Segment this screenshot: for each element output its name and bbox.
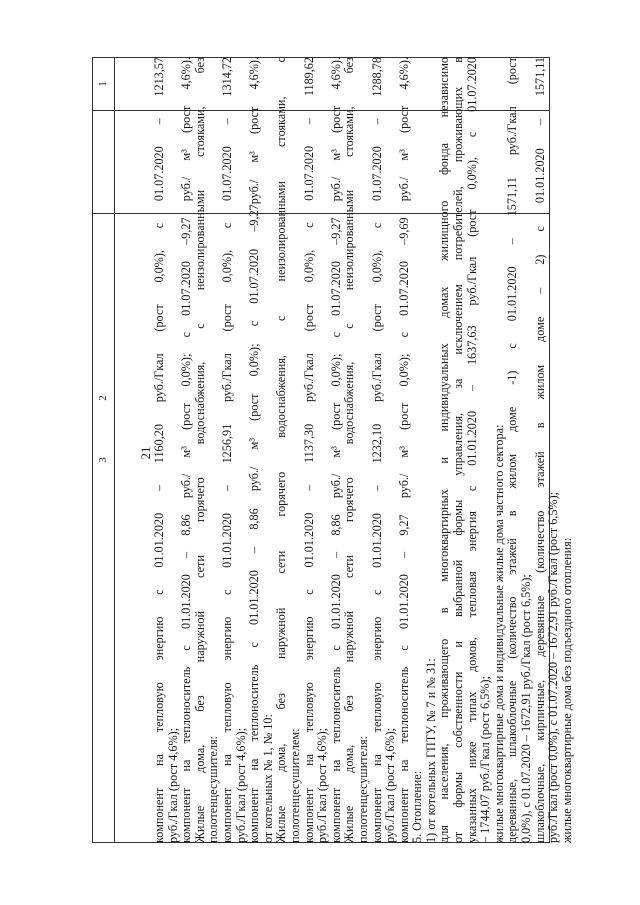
table-border-left xyxy=(92,57,93,843)
text-line: компонент на тепловую энергию с 01.01.2020 – 1160,20 руб./Гкал (рост 0,0%), с 01.07.2020 – 1213,57 xyxy=(152,57,166,843)
text-line: указанных ниже типах домов, тепловая энергия с 01.01.2020 – 1637,63 руб./Гкал (рост 0,0%), с 01.07.2020 xyxy=(464,57,479,843)
text-line: для населения, проживающего в многоквартирных и индивидуальных домах жилищного фонда независимо xyxy=(437,57,452,843)
text-line: руб./Гкал (рост 4,6%); xyxy=(165,727,180,843)
text-line: деревянные, шлакоблочные (количество этажей в жилом доме -1) с 01.01.2020 – 1571,11 руб./Гкал (рост xyxy=(505,57,520,843)
text-line: 5. Отопление: xyxy=(410,770,425,843)
text-line: руб./Гкал (рост 4,6%); xyxy=(233,727,248,843)
text-line: от котельных № 1, № 10: xyxy=(260,714,275,843)
text-line: Жилые дома, без наружной сети горячего водоснабжения, с неизолированными стояками, без xyxy=(342,57,357,843)
text-line: компонент на теплоноситель с 01.01.2020 – 8,86 руб./ м³ (рост 0,0%); с 01.07.2020 –9,27руб./ м³ (рост 4,6%). xyxy=(247,57,262,843)
text-line: полотенцесушителя: xyxy=(355,735,370,843)
text-line: компонент на тепловую энергию с 01.01.2020 – 1256,91 руб./Гкал (рост 0,0%), с 01.07.2020 – 1314,72 xyxy=(219,57,234,843)
column-header-2: 2 xyxy=(97,395,109,401)
column-header-3: 3 xyxy=(97,457,109,463)
text-line: компонент на теплоноситель с 01.01.2020 – 8,86 руб./ м³ (рост 0,0%); с 01.07.2020 –9,27 руб./ м³ (рост 4,6%). xyxy=(179,57,194,843)
text-line: компонент на тепловую энергию с 01.01.2020 – 1232,10 руб./Гкал (рост 0,0%), с 01.07.2020 – 1288,78 xyxy=(369,57,384,843)
text-line: руб./Гкал (рост 4,6%); xyxy=(315,727,330,843)
text-line: полотенцесушителя: xyxy=(206,735,221,843)
text-line: компонент на тепловую энергию с 01.01.2020 – 1137,30 руб./Гкал (рост 0,0%), с 01.07.2020 – 1189,62 xyxy=(301,57,316,843)
column-header-1: 1 xyxy=(97,81,109,87)
text-line: компонент на теплоноситель с 01.01.2020 – 9,27 руб./ м³ (рост 0,0%); с 01.07.2020 –9,69 руб./ м³ (рост 4,6%). xyxy=(396,57,411,843)
rotated-text-block xyxy=(143,57,574,843)
text-line: жилые многоквартирные дома без подъездного отопления: xyxy=(559,537,574,843)
text-line: шлакоблочные, кирпичные, деревянные (количество этажей в жилом доме – 2) с 01.01.2020 – 1571,11 xyxy=(532,57,547,843)
text-line: полотенцесушителем: xyxy=(287,728,302,843)
table-divider-header xyxy=(114,57,115,843)
text-line: от формы собственности и выбранной формы управления, за исключением потребителей, проживающих в xyxy=(451,57,466,843)
text-line: – 1744,07 руб./Гкал (рост 6,5%); xyxy=(478,676,493,843)
page-number: 21 xyxy=(138,446,153,460)
table-cell-content xyxy=(143,57,574,843)
text-line: руб./Гкал (рост 4,6%); xyxy=(383,727,398,843)
text-line: жилые многоквартирные дома и индивидуальные жилые дома частного сектора: xyxy=(491,424,506,843)
text-line: 0,0%), с 01.07.2020 – 1672,91 руб./Гкал (рост 6,5%); xyxy=(519,574,534,843)
text-line: 1) от котельных ГПТУ, № 7 и № 31: xyxy=(423,658,438,843)
text-line: Жилые дома, без наружной сети горячего водоснабжения, с неизолированными стояками, с xyxy=(274,57,289,843)
text-line: руб./Гкал (рост 0,0%), с 01.07.2020 – 1672,91 руб./Гкал (рост 6,5%); xyxy=(546,491,561,843)
text-line: Жилые дома, без наружной сети горячего водоснабжения, с неизолированными стояками, без xyxy=(192,57,207,843)
text-line: компонент на теплоноситель с 01.01.2020 – 8,86 руб./ м³ (рост 0,0%); с 01.07.2020 –9,27 руб./ м³ (рост 4,6%). xyxy=(328,57,343,843)
